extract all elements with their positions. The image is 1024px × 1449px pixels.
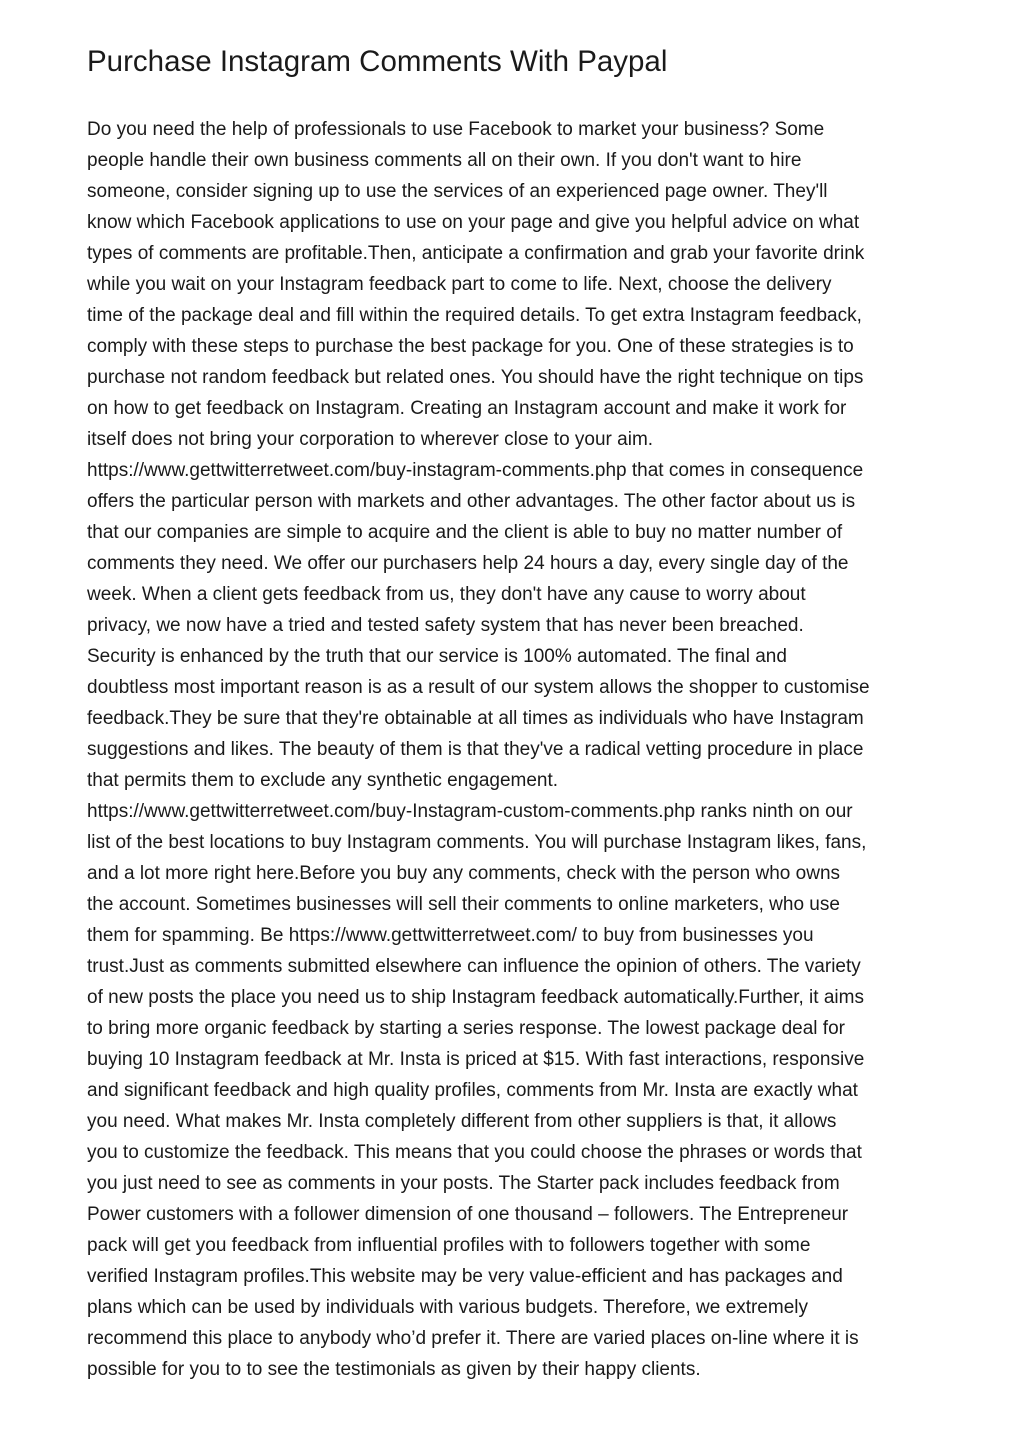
body-text-line: itself does not bring your corporation to wherever close to your aim. bbox=[87, 429, 654, 450]
body-text-line: list of the best locations to buy Instagram comments. You will purchase Instagram likes, fans, bbox=[87, 832, 867, 853]
body-text-line: https://www.gettwitterretweet.com/buy-Instagram-custom-comments.php ranks ninth on our bbox=[87, 801, 853, 822]
body-text-line: recommend this place to anybody who’d prefer it. There are varied places on-line where it is bbox=[87, 1328, 859, 1349]
body-text-line: and a lot more right here.Before you buy any comments, check with the person who owns bbox=[87, 863, 841, 884]
body-text-line: the account. Sometimes businesses will sell their comments to online marketers, who use bbox=[87, 894, 840, 915]
body-text-line: offers the particular person with markets and other advantages. The other factor about us is bbox=[87, 491, 856, 512]
document-body bbox=[87, 114, 942, 1385]
body-text-line: suggestions and likes. The beauty of them is that they've a radical vetting procedure in place bbox=[87, 739, 864, 760]
body-text-line: verified Instagram profiles.This website may be very value-efficient and has packages and bbox=[87, 1266, 843, 1287]
body-text-line: people handle their own business comments all on their own. If you don't want to hire bbox=[87, 150, 802, 171]
body-text-line: feedback.They be sure that they're obtainable at all times as individuals who have Instagram bbox=[87, 708, 864, 729]
body-text-line: you just need to see as comments in your posts. The Starter pack includes feedback from bbox=[87, 1173, 840, 1194]
body-text-line: purchase not random feedback but related ones. You should have the right technique on tips bbox=[87, 367, 864, 388]
body-text-line: you need. What makes Mr. Insta completely different from other suppliers is that, it allows bbox=[87, 1111, 837, 1132]
body-text-line: while you wait on your Instagram feedback part to come to life. Next, choose the delivery bbox=[87, 274, 832, 295]
body-text-line: that permits them to exclude any synthetic engagement. bbox=[87, 770, 559, 791]
body-text-line: Security is enhanced by the truth that our service is 100% automated. The final and bbox=[87, 646, 787, 667]
body-text-line: time of the package deal and fill within the required details. To get extra Instagram feedback, bbox=[87, 305, 862, 326]
body-text-line: know which Facebook applications to use on your page and give you helpful advice on what bbox=[87, 212, 860, 233]
body-text-line: plans which can be used by individuals with various budgets. Therefore, we extremely bbox=[87, 1297, 808, 1318]
body-text-line: and significant feedback and high quality profiles, comments from Mr. Insta are exactly what bbox=[87, 1080, 858, 1101]
body-text-line: of new posts the place you need us to ship Instagram feedback automatically.Further, it aims bbox=[87, 987, 864, 1008]
body-text-line: doubtless most important reason is as a result of our system allows the shopper to customise bbox=[87, 677, 870, 698]
body-text-line: possible for you to to see the testimonials as given by their happy clients. bbox=[87, 1359, 701, 1380]
body-text-line: that our companies are simple to acquire and the client is able to buy no matter number of bbox=[87, 522, 843, 543]
body-text-line: pack will get you feedback from influential profiles with to followers together with some bbox=[87, 1235, 811, 1256]
body-text-line: types of comments are profitable.Then, anticipate a confirmation and grab your favorite drink bbox=[87, 243, 865, 264]
body-text-line: Power customers with a follower dimension of one thousand – followers. The Entrepreneur bbox=[87, 1204, 849, 1225]
body-text-line: week. When a client gets feedback from us, they don't have any cause to worry about bbox=[87, 584, 806, 605]
body-text-line: on how to get feedback on Instagram. Creating an Instagram account and make it work for bbox=[87, 398, 847, 419]
body-text-line: to bring more organic feedback by starting a series response. The lowest package deal for bbox=[87, 1018, 845, 1039]
body-text-line: trust.Just as comments submitted elsewhere can influence the opinion of others. The variety bbox=[87, 956, 861, 977]
body-text-line: comply with these steps to purchase the best package for you. One of these strategies is to bbox=[87, 336, 854, 357]
body-text-line: privacy, we now have a tried and tested safety system that has never been breached. bbox=[87, 615, 804, 636]
document-title: Purchase Instagram Comments With Paypal bbox=[87, 45, 668, 78]
body-text-line: Do you need the help of professionals to use Facebook to market your business? Some bbox=[87, 119, 825, 140]
body-text-line: buying 10 Instagram feedback at Mr. Insta is priced at $15. With fast interactions, responsive bbox=[87, 1049, 865, 1070]
body-text-line: https://www.gettwitterretweet.com/buy-instagram-comments.php that comes in consequence bbox=[87, 460, 864, 481]
body-text-line: someone, consider signing up to use the services of an experienced page owner. They'll bbox=[87, 181, 828, 202]
body-text-line: comments they need. We offer our purchasers help 24 hours a day, every single day of the bbox=[87, 553, 849, 574]
body-text-line: them for spamming. Be https://www.gettwitterretweet.com/ to buy from businesses you bbox=[87, 925, 814, 946]
body-text-line: you to customize the feedback. This means that you could choose the phrases or words that bbox=[87, 1142, 862, 1163]
